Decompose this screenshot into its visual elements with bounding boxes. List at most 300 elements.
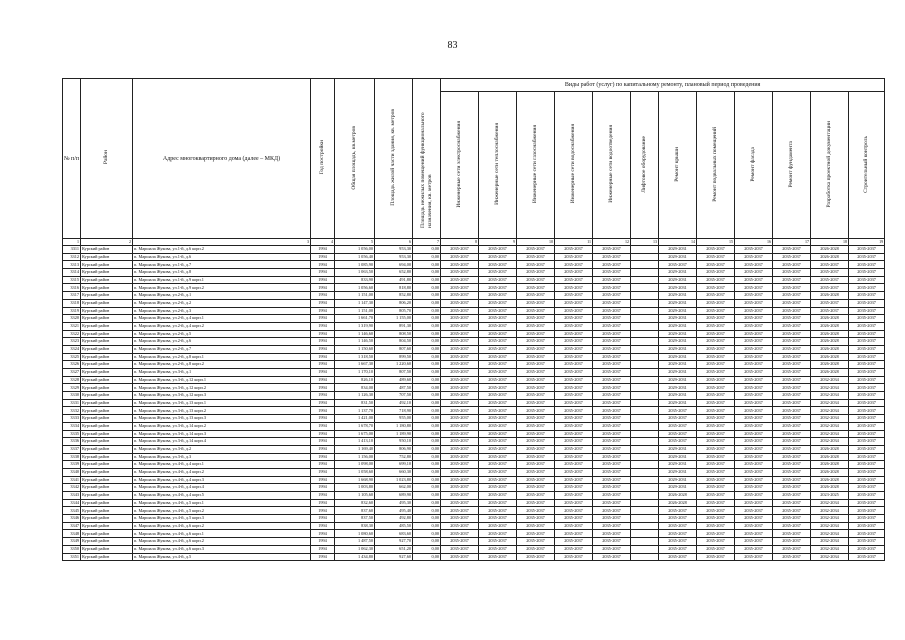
row-work-period: 2035-2037 xyxy=(441,299,479,307)
row-living-area: 807,50 xyxy=(375,369,413,377)
row-year: 1994 xyxy=(311,353,335,361)
row-total-area: 837,60 xyxy=(335,507,375,515)
row-address: п. Маршала Жукова, ул.4-й, д.4 корп.5 xyxy=(133,492,311,500)
row-work-period: 2035-2037 xyxy=(517,430,555,438)
row-work-period: 2035-2037 xyxy=(555,553,593,561)
row-year: 1994 xyxy=(311,415,335,423)
table-row xyxy=(63,553,885,561)
row-work-period: 2035-2037 xyxy=(811,299,849,307)
row-district: Курский район xyxy=(81,361,133,369)
row-number: 3347 xyxy=(63,522,81,530)
row-year: 1994 xyxy=(311,438,335,446)
row-work-period: 2035-2037 xyxy=(441,422,479,430)
row-work-period: 2035-2037 xyxy=(555,538,593,546)
row-nonres-area: 0,00 xyxy=(413,438,441,446)
row-work-period: 2035-2037 xyxy=(593,522,631,530)
row-work-period xyxy=(631,246,659,254)
row-district: Курский район xyxy=(81,507,133,515)
row-work-period xyxy=(631,315,659,323)
row-work-period: 2035-2037 xyxy=(697,430,735,438)
row-work-period: 2035-2037 xyxy=(479,253,517,261)
header-num: № п/п xyxy=(63,79,81,239)
row-work-period: 2035-2037 xyxy=(735,484,773,492)
row-work-period: 2035-2037 xyxy=(735,499,773,507)
row-work-period: 2035-2037 xyxy=(479,307,517,315)
row-total-area: 1 126,30 xyxy=(335,392,375,400)
row-work-period: 2035-2037 xyxy=(735,284,773,292)
row-work-period: 2035-2037 xyxy=(555,476,593,484)
row-work-period: 2035-2037 xyxy=(517,445,555,453)
row-address: п. Маршала Жукова, ул.1-й, д.6 корп.2 xyxy=(133,246,311,254)
row-total-area: 826,10 xyxy=(335,376,375,384)
row-work-period: 2035-2037 xyxy=(441,507,479,515)
row-year: 1994 xyxy=(311,345,335,353)
row-work-period: 2035-2037 xyxy=(773,292,811,300)
row-work-period: 2026-2028 xyxy=(811,476,849,484)
table-row xyxy=(63,307,885,315)
row-work-period: 2035-2037 xyxy=(593,330,631,338)
page-number: 83 xyxy=(447,40,458,51)
table-row xyxy=(63,476,885,484)
row-year: 1994 xyxy=(311,522,335,530)
row-work-period: 2032-2034 xyxy=(811,545,849,553)
row-work-period xyxy=(631,415,659,423)
row-work-period: 2035-2037 xyxy=(593,407,631,415)
row-work-period: 2035-2037 xyxy=(593,384,631,392)
row-work-period: 2035-2037 xyxy=(441,284,479,292)
row-work-period: 2035-2037 xyxy=(735,507,773,515)
row-work-period: 2035-2037 xyxy=(849,492,885,500)
table-row xyxy=(63,338,885,346)
row-work-period: 2029-2031 xyxy=(659,269,697,277)
table-row xyxy=(63,415,885,423)
row-work-period: 2035-2037 xyxy=(441,292,479,300)
row-year: 1994 xyxy=(311,299,335,307)
table-row xyxy=(63,299,885,307)
row-nonres-area: 0,00 xyxy=(413,276,441,284)
row-work-period xyxy=(631,399,659,407)
row-work-period: 2035-2037 xyxy=(593,322,631,330)
row-work-period: 2035-2037 xyxy=(697,253,735,261)
row-address: п. Маршала Жукова, ул.2-й, д.1 xyxy=(133,292,311,300)
row-work-period: 2035-2037 xyxy=(849,369,885,377)
table-row xyxy=(63,246,885,254)
row-work-period: 2035-2037 xyxy=(735,261,773,269)
table-row xyxy=(63,253,885,261)
row-work-period: 2035-2037 xyxy=(441,253,479,261)
row-work-period: 2035-2037 xyxy=(659,538,697,546)
row-work-period: 2035-2037 xyxy=(735,299,773,307)
row-living-area: 1 155,00 xyxy=(375,315,413,323)
row-work-period: 2035-2037 xyxy=(849,376,885,384)
row-work-period: 2035-2037 xyxy=(593,438,631,446)
column-number: 8 xyxy=(441,239,479,246)
column-number: 12 xyxy=(593,239,631,246)
row-work-period: 2035-2037 xyxy=(697,468,735,476)
row-work-period: 2035-2037 xyxy=(697,522,735,530)
row-work-period: 2026-2028 xyxy=(811,461,849,469)
row-nonres-area: 0,00 xyxy=(413,269,441,277)
row-year: 1994 xyxy=(311,553,335,561)
row-work-period: 2035-2037 xyxy=(849,553,885,561)
header-work-3: Инженерные сети газоснабжения xyxy=(517,92,555,239)
row-year: 1994 xyxy=(311,492,335,500)
row-work-period: 2035-2037 xyxy=(773,499,811,507)
row-address: п. Маршала Жукова, ул.1-й, д.9 корп.1 xyxy=(133,276,311,284)
row-work-period: 2035-2037 xyxy=(593,361,631,369)
row-number: 3330 xyxy=(63,392,81,400)
row-work-period: 2035-2037 xyxy=(849,522,885,530)
row-total-area: 1 137,70 xyxy=(335,407,375,415)
row-work-period: 2035-2037 xyxy=(441,445,479,453)
table-row xyxy=(63,384,885,392)
row-work-period xyxy=(631,407,659,415)
column-number: 9 xyxy=(479,239,517,246)
row-work-period: 2035-2037 xyxy=(555,284,593,292)
row-work-period xyxy=(631,330,659,338)
row-work-period: 2026-2028 xyxy=(811,445,849,453)
row-work-period: 2035-2037 xyxy=(773,484,811,492)
row-work-period: 2035-2037 xyxy=(811,307,849,315)
table-row xyxy=(63,376,885,384)
table-row xyxy=(63,468,885,476)
row-work-period: 2035-2037 xyxy=(849,476,885,484)
row-nonres-area: 0,00 xyxy=(413,353,441,361)
row-total-area: 1 151,00 xyxy=(335,292,375,300)
row-work-period: 2035-2037 xyxy=(773,269,811,277)
row-work-period: 2035-2037 xyxy=(555,384,593,392)
row-work-period: 2035-2037 xyxy=(735,292,773,300)
row-total-area: 1 098,00 xyxy=(335,461,375,469)
row-district: Курский район xyxy=(81,515,133,523)
row-number: 3328 xyxy=(63,376,81,384)
row-work-period: 2035-2037 xyxy=(479,407,517,415)
row-number: 3344 xyxy=(63,499,81,507)
row-work-period: 2032-2034 xyxy=(811,530,849,538)
row-work-period xyxy=(631,430,659,438)
row-address: п. Маршала Жукова, ул.2-й, д.6 xyxy=(133,338,311,346)
row-district: Курский район xyxy=(81,538,133,546)
row-address: п. Маршала Жукова, ул.4-й, д.5 корп.1 xyxy=(133,499,311,507)
row-work-period: 2035-2037 xyxy=(773,399,811,407)
row-address: п. Маршала Жукова, ул.2-й, д.4 корп.1 xyxy=(133,315,311,323)
row-work-period: 2035-2037 xyxy=(697,376,735,384)
row-work-period: 2035-2037 xyxy=(441,538,479,546)
row-work-period: 2035-2037 xyxy=(849,507,885,515)
row-district: Курский район xyxy=(81,345,133,353)
row-work-period: 2035-2037 xyxy=(735,399,773,407)
row-work-period: 2032-2034 xyxy=(811,499,849,507)
row-work-period: 2035-2037 xyxy=(593,292,631,300)
header-work-6: Лифтовое оборудование xyxy=(631,92,659,239)
row-work-period xyxy=(631,468,659,476)
row-work-period: 2035-2037 xyxy=(773,330,811,338)
row-district: Курский район xyxy=(81,430,133,438)
row-living-area: 485,50 xyxy=(375,522,413,530)
row-total-area: 833,90 xyxy=(335,276,375,284)
row-work-period: 2035-2037 xyxy=(849,399,885,407)
row-total-area: 1 056,00 xyxy=(335,246,375,254)
row-number: 3338 xyxy=(63,453,81,461)
row-work-period: 2035-2037 xyxy=(593,530,631,538)
row-work-period: 2035-2037 xyxy=(593,553,631,561)
row-work-period xyxy=(631,376,659,384)
row-work-period: 2035-2037 xyxy=(773,322,811,330)
row-district: Курский район xyxy=(81,445,133,453)
row-work-period: 2035-2037 xyxy=(593,445,631,453)
row-work-period: 2035-2037 xyxy=(849,484,885,492)
row-work-period: 2035-2037 xyxy=(441,476,479,484)
row-nonres-area: 0,00 xyxy=(413,253,441,261)
row-work-period: 2035-2037 xyxy=(697,369,735,377)
row-work-period: 2035-2037 xyxy=(517,322,555,330)
row-work-period: 2035-2037 xyxy=(697,422,735,430)
row-work-period: 2029-2031 xyxy=(659,338,697,346)
row-total-area: 831,50 xyxy=(335,399,375,407)
row-work-period: 2035-2037 xyxy=(441,430,479,438)
row-work-period: 2035-2037 xyxy=(479,438,517,446)
header-work-9: Ремонт фасада xyxy=(735,92,773,239)
row-total-area: 1 661,70 xyxy=(335,315,375,323)
table-row xyxy=(63,269,885,277)
column-number: 1 xyxy=(63,239,81,246)
row-work-period: 2035-2037 xyxy=(773,299,811,307)
row-work-period: 2035-2037 xyxy=(697,553,735,561)
row-work-period: 2029-2031 xyxy=(659,246,697,254)
row-living-area: 852,80 xyxy=(375,292,413,300)
row-work-period: 2023-2025 xyxy=(811,492,849,500)
row-total-area: 838,30 xyxy=(335,522,375,530)
row-work-period: 2035-2037 xyxy=(659,438,697,446)
row-work-period: 2035-2037 xyxy=(441,522,479,530)
row-number: 3340 xyxy=(63,468,81,476)
row-district: Курский район xyxy=(81,484,133,492)
row-number: 3335 xyxy=(63,430,81,438)
row-work-period: 2035-2037 xyxy=(555,507,593,515)
row-work-period: 2035-2037 xyxy=(517,361,555,369)
row-total-area: 1 421,00 xyxy=(335,415,375,423)
row-work-period: 2035-2037 xyxy=(593,453,631,461)
row-work-period: 2032-2034 xyxy=(811,422,849,430)
row-address: п. Маршала Жукова, ул.2-й, д.4 корп.2 xyxy=(133,322,311,330)
row-nonres-area: 0,00 xyxy=(413,538,441,546)
row-total-area: 1 151,00 xyxy=(335,307,375,315)
row-year: 1994 xyxy=(311,330,335,338)
row-work-period: 2026-2028 xyxy=(811,330,849,338)
row-work-period: 2035-2037 xyxy=(593,515,631,523)
row-work-period: 2035-2037 xyxy=(773,453,811,461)
row-work-period: 2029-2031 xyxy=(659,253,697,261)
row-district: Курский район xyxy=(81,407,133,415)
row-living-area: 927,60 xyxy=(375,553,413,561)
row-work-period: 2035-2037 xyxy=(479,515,517,523)
row-district: Курский район xyxy=(81,476,133,484)
column-number: 13 xyxy=(631,239,659,246)
row-nonres-area: 0,00 xyxy=(413,499,441,507)
row-work-period: 2035-2037 xyxy=(849,276,885,284)
header-living-area: Площадь жилой части здания, кв. метров xyxy=(375,79,413,239)
row-work-period: 2026-2028 xyxy=(811,353,849,361)
row-work-period: 2035-2037 xyxy=(441,338,479,346)
row-work-period: 2035-2037 xyxy=(773,284,811,292)
row-number: 3319 xyxy=(63,307,81,315)
row-work-period: 2035-2037 xyxy=(555,530,593,538)
row-number: 3313 xyxy=(63,261,81,269)
row-work-period xyxy=(631,522,659,530)
header-address: Адрес многоквартирного дома (далее – МКД) xyxy=(133,79,311,239)
header-work-10: Ремонт фундамента xyxy=(773,92,811,239)
row-work-period: 2035-2037 xyxy=(441,330,479,338)
row-living-area: 955,00 xyxy=(375,415,413,423)
row-total-area: 1 434,80 xyxy=(335,553,375,561)
row-year: 1994 xyxy=(311,284,335,292)
row-work-period: 2035-2037 xyxy=(735,515,773,523)
row-work-period: 2035-2037 xyxy=(735,361,773,369)
row-work-period: 2035-2037 xyxy=(479,468,517,476)
row-year: 1994 xyxy=(311,338,335,346)
row-work-period: 2035-2037 xyxy=(479,538,517,546)
row-work-period: 2032-2034 xyxy=(811,384,849,392)
row-work-period: 2035-2037 xyxy=(849,338,885,346)
row-work-period: 2035-2037 xyxy=(517,299,555,307)
row-work-period: 2035-2037 xyxy=(441,468,479,476)
capital-repair-table xyxy=(62,78,885,561)
row-work-period: 2035-2037 xyxy=(479,338,517,346)
row-work-period: 2035-2037 xyxy=(697,392,735,400)
row-year: 1994 xyxy=(311,361,335,369)
row-total-area: 1 668,90 xyxy=(335,476,375,484)
row-work-period: 2035-2037 xyxy=(479,376,517,384)
row-work-period: 2035-2037 xyxy=(735,438,773,446)
row-work-period: 2035-2037 xyxy=(849,407,885,415)
row-work-period: 2032-2034 xyxy=(811,430,849,438)
row-address: п. Маршала Жукова, ул.4-й, д.4 корп.4 xyxy=(133,484,311,492)
row-work-period: 2029-2031 xyxy=(659,307,697,315)
row-work-period: 2035-2037 xyxy=(555,399,593,407)
table-row xyxy=(63,461,885,469)
row-work-period: 2035-2037 xyxy=(697,269,735,277)
row-work-period: 2035-2037 xyxy=(773,507,811,515)
row-work-period: 2035-2037 xyxy=(555,261,593,269)
row-work-period: 2035-2037 xyxy=(735,322,773,330)
row-work-period: 2035-2037 xyxy=(593,492,631,500)
row-district: Курский район xyxy=(81,261,133,269)
row-work-period: 2035-2037 xyxy=(441,484,479,492)
table-row xyxy=(63,392,885,400)
row-work-period: 2035-2037 xyxy=(555,438,593,446)
header-work-1: Инженерные сети электроснабжения xyxy=(441,92,479,239)
row-work-period: 2035-2037 xyxy=(555,307,593,315)
row-work-period: 2035-2037 xyxy=(735,345,773,353)
row-work-period: 2035-2037 xyxy=(441,384,479,392)
row-work-period: 2035-2037 xyxy=(555,515,593,523)
row-work-period: 2035-2037 xyxy=(697,461,735,469)
row-work-period: 2035-2037 xyxy=(773,338,811,346)
row-work-period: 2035-2037 xyxy=(593,276,631,284)
row-number: 3346 xyxy=(63,515,81,523)
row-living-area: 718,90 xyxy=(375,407,413,415)
row-living-area: 806,90 xyxy=(375,445,413,453)
column-number: 11 xyxy=(555,239,593,246)
row-work-period: 2035-2037 xyxy=(441,553,479,561)
row-nonres-area: 0,00 xyxy=(413,515,441,523)
row-work-period: 2035-2037 xyxy=(517,315,555,323)
row-district: Курский район xyxy=(81,492,133,500)
row-work-period: 2035-2037 xyxy=(479,415,517,423)
row-work-period: 2032-2034 xyxy=(811,553,849,561)
row-nonres-area: 0,00 xyxy=(413,415,441,423)
header-year: Год постройки xyxy=(311,79,335,239)
row-address: п. Маршала Жукова, ул.4-й, д.6 корп.3 xyxy=(133,545,311,553)
row-number: 3327 xyxy=(63,369,81,377)
header-work-5: Инженерные сети водоотведения xyxy=(593,92,631,239)
row-work-period: 2035-2037 xyxy=(735,376,773,384)
row-total-area: 832,60 xyxy=(335,499,375,507)
table-row xyxy=(63,515,885,523)
row-nonres-area: 0,00 xyxy=(413,453,441,461)
row-work-period: 2035-2037 xyxy=(517,269,555,277)
row-work-period: 2035-2037 xyxy=(773,253,811,261)
row-work-period: 2035-2037 xyxy=(517,461,555,469)
row-address: п. Маршала Жукова, ул.4-й, д.5 xyxy=(133,553,311,561)
row-district: Курский район xyxy=(81,438,133,446)
row-work-period: 2026-2028 xyxy=(811,338,849,346)
row-work-period: 2026-2028 xyxy=(659,492,697,500)
row-work-period: 2035-2037 xyxy=(593,499,631,507)
row-nonres-area: 0,00 xyxy=(413,399,441,407)
row-work-period: 2035-2037 xyxy=(735,246,773,254)
row-work-period: 2035-2037 xyxy=(697,299,735,307)
row-address: п. Маршала Жукова, ул.1-й, д.7 xyxy=(133,261,311,269)
row-year: 1994 xyxy=(311,376,335,384)
row-work-period: 2035-2037 xyxy=(849,415,885,423)
row-work-period: 2035-2037 xyxy=(735,522,773,530)
row-district: Курский район xyxy=(81,530,133,538)
table-row xyxy=(63,530,885,538)
table-row xyxy=(63,445,885,453)
row-work-period: 2035-2037 xyxy=(735,530,773,538)
row-nonres-area: 0,00 xyxy=(413,338,441,346)
row-work-period: 2035-2037 xyxy=(441,307,479,315)
row-work-period: 2032-2034 xyxy=(811,415,849,423)
row-nonres-area: 0,00 xyxy=(413,345,441,353)
row-work-period: 2035-2037 xyxy=(659,407,697,415)
row-district: Курский район xyxy=(81,376,133,384)
row-work-period xyxy=(631,461,659,469)
row-work-period: 2035-2037 xyxy=(773,538,811,546)
row-living-area: 495,40 xyxy=(375,507,413,515)
row-work-period: 2035-2037 xyxy=(697,438,735,446)
row-work-period: 2035-2037 xyxy=(697,345,735,353)
row-work-period: 2035-2037 xyxy=(735,430,773,438)
row-total-area: 1 170,10 xyxy=(335,369,375,377)
row-work-period: 2035-2037 xyxy=(593,253,631,261)
row-work-period: 2026-2028 xyxy=(811,253,849,261)
row-living-area: 492,80 xyxy=(375,515,413,523)
row-work-period: 2035-2037 xyxy=(517,492,555,500)
row-work-period: 2035-2037 xyxy=(697,307,735,315)
row-work-period: 2035-2037 xyxy=(849,246,885,254)
row-living-area: 707,50 xyxy=(375,392,413,400)
row-address: п. Маршала Жукова, ул.3-й, д.3 xyxy=(133,453,311,461)
row-work-period: 2035-2037 xyxy=(517,276,555,284)
row-district: Курский район xyxy=(81,399,133,407)
row-work-period: 2035-2037 xyxy=(849,261,885,269)
row-work-period: 2035-2037 xyxy=(773,553,811,561)
row-work-period: 2035-2037 xyxy=(735,269,773,277)
row-work-period: 2026-2028 xyxy=(811,315,849,323)
row-work-period: 2035-2037 xyxy=(555,361,593,369)
